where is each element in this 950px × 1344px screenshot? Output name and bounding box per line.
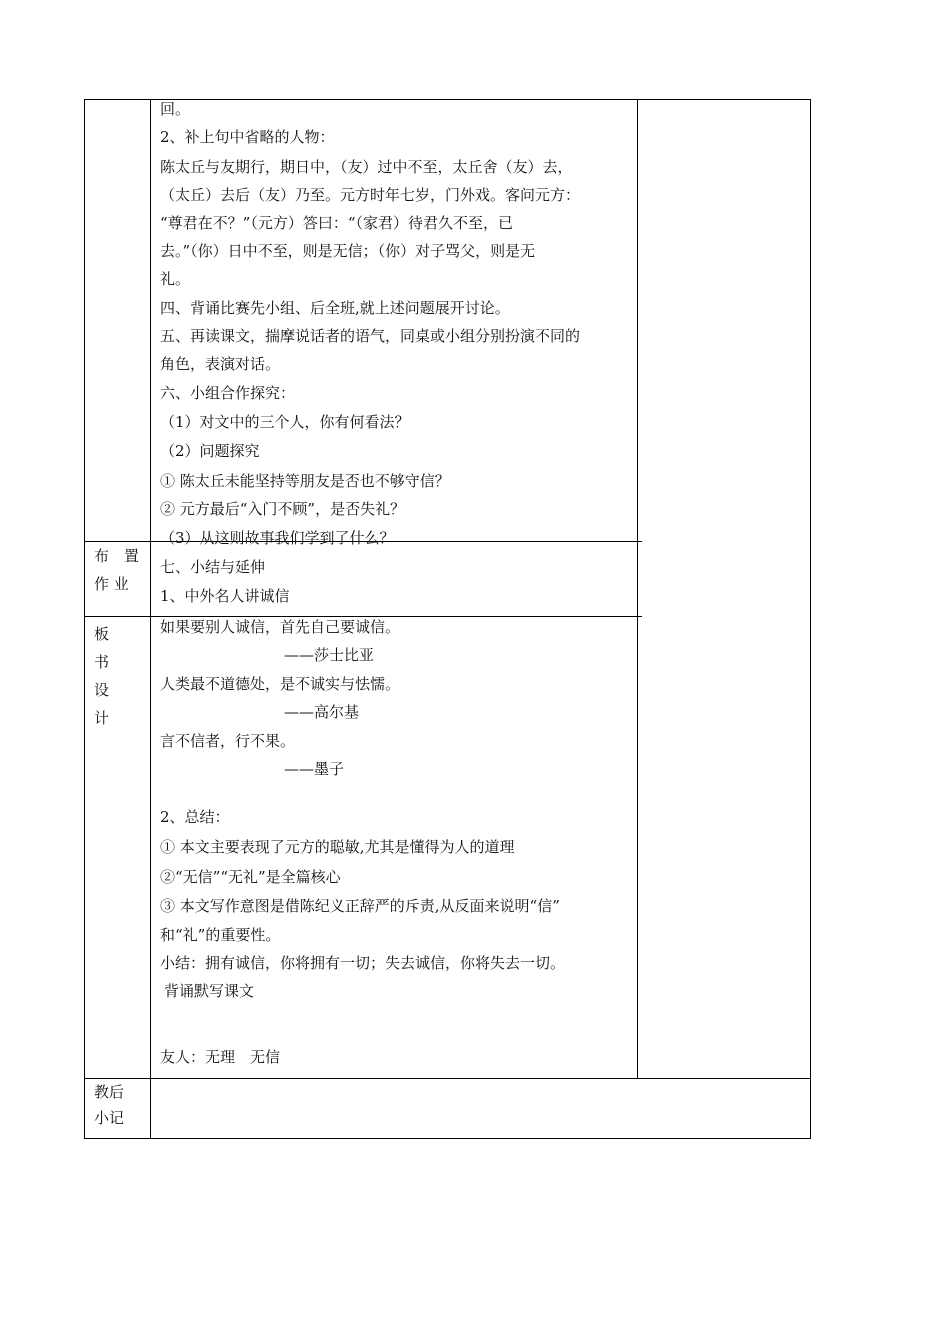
content-line: 2、补上句中省略的人物： (160, 128, 335, 146)
table-bottom-border (84, 1138, 811, 1139)
content-line: 陈太丘与友期行，期日中，（友）过中不至，太丘舍（友）去， (160, 158, 573, 176)
content-line: 言不信者，行不果。 (160, 732, 296, 750)
content-line: （2）问题探究 (160, 442, 260, 460)
content-line: 如果要别人诚信，首先自己要诚信。 (160, 618, 401, 636)
content-line: ① 陈太丘未能坚持等朋友是否也不够守信？ (160, 472, 450, 490)
content-line: （1）对文中的三个人，你有何看法？ (160, 413, 410, 431)
table-right-border (810, 99, 811, 1139)
board-design-label: 设 (94, 681, 110, 699)
content-line: 背诵默写课文 (164, 982, 255, 1000)
content-column-divider (637, 99, 638, 1079)
board-design-label: 板 (94, 625, 110, 643)
content-line: ① 本文主要表现了元方的聪敏,尤其是懂得为人的道理 (160, 838, 515, 856)
label-column-divider (150, 99, 151, 1139)
quote-attribution: ——莎士比亚 (284, 646, 375, 664)
content-line: “尊君在不？”（元方）答曰：“（家君）待君久不至，已 (160, 214, 514, 232)
content-line: 和“礼”的重要性。 (160, 926, 281, 944)
content-line: 2、总结： (160, 808, 230, 826)
content-line: 六、小组合作探究： (160, 384, 296, 402)
content-line: 角色，表演对话。 (160, 355, 281, 373)
content-line: ② 元方最后“入门不顾”，是否失礼？ (160, 500, 406, 518)
content-line: ②“无信”“无礼”是全篇核心 (160, 868, 341, 886)
content-line: （太丘）去后（友）乃至。元方时年七岁，门外戏。客问元方： (160, 186, 581, 204)
board-design-label: 计 (94, 709, 110, 727)
content-line: 友人：无理 无信 (160, 1048, 281, 1066)
homework-label: 作 业 (94, 575, 129, 593)
content-line: 小结：拥有诚信，你将拥有一切；失去诚信，你将失去一切。 (160, 954, 566, 972)
board-design-label: 书 (94, 653, 110, 671)
post-lesson-notes-label: 教后 (94, 1083, 125, 1101)
content-line: 人类最不道德处，是不诚实与怯懦。 (160, 675, 401, 693)
content-line: 四、背诵比赛先小组、后全班,就上述问题展开讨论。 (160, 299, 510, 317)
content-line: 1、中外名人讲诚信 (160, 587, 290, 605)
table-left-border (84, 99, 85, 1139)
content-line: 五、再读课文，揣摩说话者的语气，同桌或小组分别扮演不同的 (160, 327, 581, 345)
content-line: 礼。 (160, 270, 191, 288)
content-line: 回。 (160, 100, 191, 118)
content-line: （3）从这则故事我们学到了什么？ (160, 529, 395, 547)
content-line: ③ 本文写作意图是借陈纪义正辞严的斥责,从反面来说明“信” (160, 897, 560, 915)
table-top-border (84, 99, 811, 100)
post-lesson-notes-label: 小记 (94, 1109, 125, 1127)
notes-row-top-border (84, 1078, 811, 1079)
homework-label: 布 置 (94, 547, 140, 565)
content-line: 七、小结与延伸 (160, 558, 266, 576)
quote-attribution: ——高尔基 (284, 703, 360, 721)
quote-attribution: ——墨子 (284, 760, 345, 778)
content-line: 去。”（你）日中不至，则是无信；（你）对子骂父，则是无 (160, 242, 536, 260)
